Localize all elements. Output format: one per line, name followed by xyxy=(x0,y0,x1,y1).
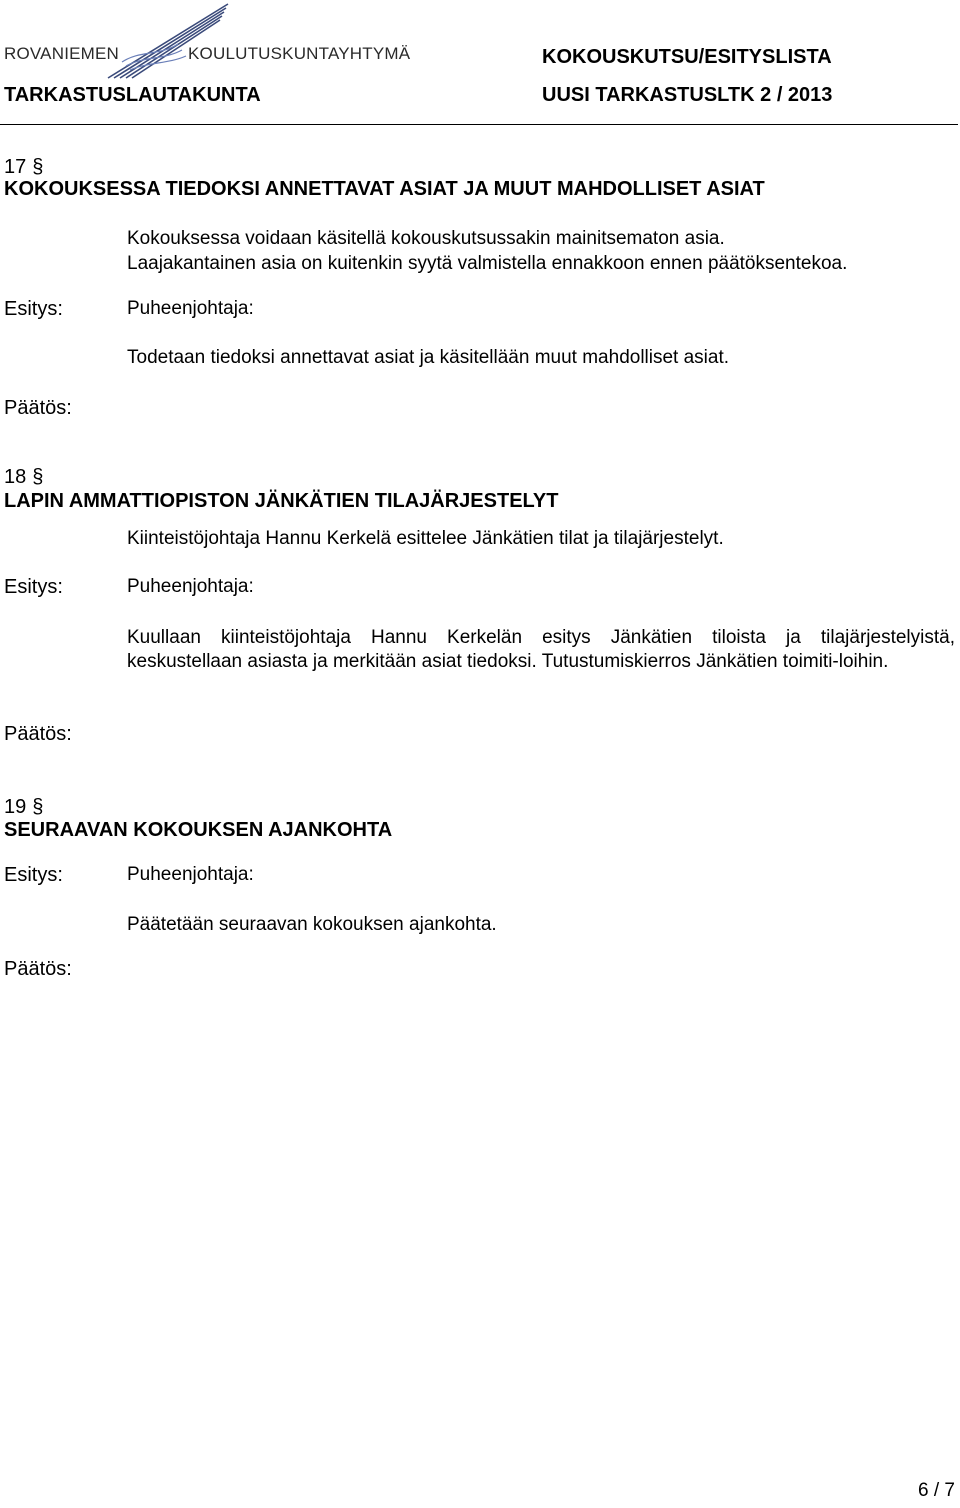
section-title: KOKOUKSESSA TIEDOKSI ANNETTAVAT ASIAT JA MUUT MAHDOLLISET ASIAT xyxy=(4,178,765,200)
header-divider xyxy=(0,124,958,125)
page-number: 6 / 7 xyxy=(918,1480,955,1501)
intro-line: Kiinteistöjohtaja Hannu Kerkelä esittelee Jänkätien tilat ja tilajärjestelyt. xyxy=(127,528,724,549)
paatos-label: Päätös: xyxy=(4,723,72,745)
section-number: 17 § xyxy=(4,156,44,178)
logo-text-left: ROVANIEMEN xyxy=(4,44,120,63)
proposal: Päätetään seuraavan kokouksen ajankohta. xyxy=(127,914,497,935)
section-number: 18 § xyxy=(4,466,44,488)
esitys-label: Esitys: xyxy=(4,576,63,598)
paatos-label: Päätös: xyxy=(4,397,72,419)
document-type: KOKOUSKUTSU/ESITYSLISTA xyxy=(542,46,832,68)
intro-line: Laajakantainen asia on kuitenkin syytä valmistella ennakkoon ennen päätöksentekoa. xyxy=(127,253,848,274)
intro-line: Kokouksessa voidaan käsitellä kokouskutsussakin mainitsematon asia. xyxy=(127,228,725,249)
proposal: Todetaan tiedoksi annettavat asiat ja käsitellään muut mahdolliset asiat. xyxy=(127,347,730,368)
board-name: TARKASTUSLAUTAKUNTA xyxy=(4,84,261,106)
section-mark: § xyxy=(32,466,44,488)
esitys-label: Esitys: xyxy=(4,298,63,320)
section-mark: § xyxy=(32,156,44,178)
logo-text-right: KOULUTUSKUNTAYHTYMÄ xyxy=(188,44,411,63)
presenter: Puheenjohtaja: xyxy=(127,576,254,597)
esitys-label: Esitys: xyxy=(4,864,63,886)
section-mark: § xyxy=(32,796,44,818)
presenter: Puheenjohtaja: xyxy=(127,864,254,885)
presenter: Puheenjohtaja: xyxy=(127,298,254,319)
section-number: 19 § xyxy=(4,796,44,818)
logo-emblem-icon xyxy=(100,0,240,80)
proposal: Kuullaan kiinteistöjohtaja Hannu Kerkelän esitys Jänkätien tiloista ja tilajärjestelyistä, keskustellaan asiasta ja merkitään asiat tiedoksi. Tutustumiskierros Jänkätien toimiti-loihin. xyxy=(127,627,955,672)
section-title: SEURAAVAN KOKOUKSEN AJANKOHTA xyxy=(4,819,393,841)
paatos-label: Päätös: xyxy=(4,958,72,980)
meeting-id: UUSI TARKASTUSLTK 2 / 2013 xyxy=(542,84,833,106)
section-title: LAPIN AMMATTIOPISTON JÄNKÄTIEN TILAJÄRJESTELYT xyxy=(4,490,559,512)
